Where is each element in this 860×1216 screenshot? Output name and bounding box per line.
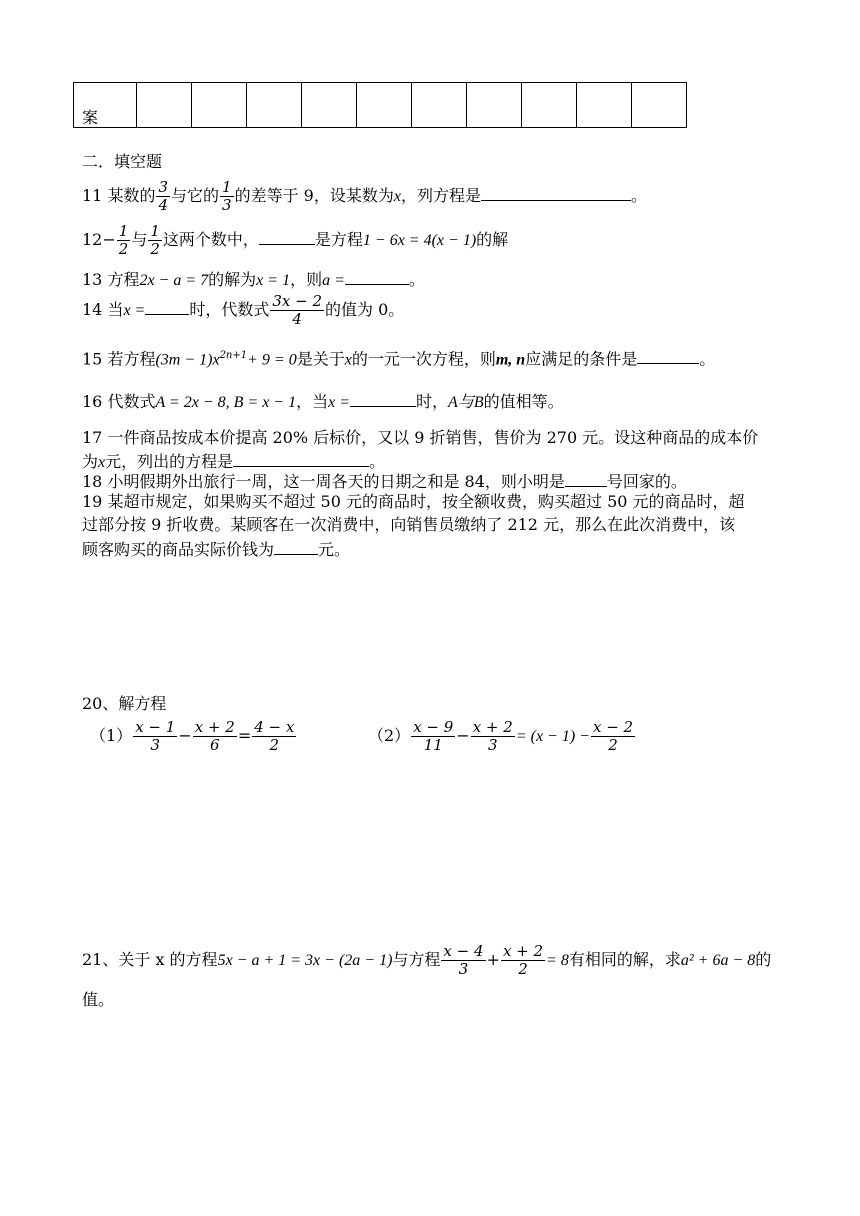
question-21-line2: 值。 — [82, 990, 115, 1009]
answer-cell[interactable] — [412, 83, 467, 128]
fraction: $\frac{1}{2}$ — [150, 222, 160, 258]
fraction: $\frac{1}{2}$ — [118, 222, 129, 258]
answer-cell[interactable] — [632, 83, 687, 128]
question-14: 14 当x = 时，代数式 $\frac{3x - 2}{4}$ 的值为 0。 — [82, 292, 405, 328]
question-20-part1: （1） $\frac{x - 1}{3}$ − $\frac{x + 2}{6}$ = $\frac{4 - x}{2}$ — [90, 718, 295, 754]
answer-blank[interactable] — [274, 538, 318, 555]
answer-cell[interactable] — [192, 83, 247, 128]
fraction: $\frac{3}{4}$ — [158, 178, 168, 214]
fraction: $\frac{x - 9}{11}$ — [413, 718, 454, 754]
answer-blank[interactable] — [259, 228, 315, 245]
question-20-part2: （2） $\frac{x - 9}{11}$ − $\frac{x + 2}{3}$ = (x − 1) − $\frac{x - 2}{2}$ — [368, 718, 634, 754]
fraction: $\frac{4 - x}{2}$ — [254, 718, 295, 754]
question-15: 15 若方程$(3m - 1)x^{2n+1}+ 9 = 0$是关于x的一元一次方程，则m, n应满足的条件是 。 — [82, 349, 716, 369]
question-16: 16 代数式A = 2x − 8, B = x − 1，当x = 时，A与B的值相等。 — [82, 392, 564, 411]
fraction: $\frac{1}{3}$ — [222, 178, 232, 214]
answer-cell[interactable] — [577, 83, 632, 128]
fraction: $\frac{3x - 2}{4}$ — [272, 292, 323, 328]
answer-blank[interactable] — [481, 184, 631, 201]
answer-blank[interactable] — [233, 450, 369, 467]
question-19-line1: 19 某超市规定，如果购买不超过 50 元的商品时，按全额收费，购买超过 50 元的商品时，超 — [82, 492, 745, 511]
answer-blank[interactable] — [345, 268, 409, 285]
section-title: 二．填空题 — [82, 152, 163, 171]
fraction: $\frac{x + 2}{3}$ — [472, 718, 513, 754]
question-21: 21、关于 x 的方程5x − a + 1 = 3x − (2a − 1)与方程 $\frac{x - 4}{3}$ + $\frac{x + 2}{2}$ = 8有相同的解，求a² + 6a − 8的 — [82, 942, 772, 978]
answer-cell[interactable] — [467, 83, 522, 128]
answer-blank[interactable] — [565, 470, 607, 487]
answer-blank[interactable] — [350, 390, 416, 407]
table-row — [74, 83, 687, 128]
answer-blank[interactable] — [145, 298, 189, 315]
question-13: 13 方程2x − a = 7的解为x = 1，则a = 。 — [82, 270, 425, 289]
table-cell-label: 案 — [74, 83, 137, 128]
question-17-line1: 17 一件商品按成本价提高 20% 后标价，又以 9 折销售，售价为 270 元。设这种商品的成本价 — [82, 428, 759, 447]
answer-table — [73, 82, 687, 128]
q11-text: 11 某数的 — [82, 186, 156, 205]
question-11: 11 某数的 $\frac{3}{4}$ 与它的 $\frac{1}{3}$ 的差等于 9，设某数为x，列方程是 。 — [82, 178, 647, 214]
fraction: $\frac{x + 2}{2}$ — [502, 942, 544, 978]
answer-cell[interactable] — [247, 83, 302, 128]
answer-cell[interactable] — [137, 83, 192, 128]
question-20-title: 20、解方程 — [82, 694, 167, 713]
question-19-line3: 顾客购买的商品实际价钱为 元。 — [82, 540, 351, 559]
fraction: $\frac{x - 2}{2}$ — [592, 718, 634, 754]
answer-cell[interactable] — [302, 83, 357, 128]
question-19-line2: 过部分按 9 折收费。某顾客在一次消费中，向销售员缴纳了 212 元，那么在此次消费中，该 — [82, 515, 736, 534]
answer-cell[interactable] — [522, 83, 577, 128]
answer-cell[interactable] — [357, 83, 412, 128]
answer-blank[interactable] — [637, 347, 699, 364]
question-17-line2: 为x元，列出的方程是 。 — [82, 452, 386, 471]
fraction: $\frac{x - 4}{3}$ — [443, 942, 484, 978]
question-12: 12− $\frac{1}{2}$ 与 $\frac{1}{2}$ 这两个数中， 是方程1 − 6x = 4(x − 1)的解 — [82, 222, 509, 258]
fraction: $\frac{x - 1}{3}$ — [135, 718, 176, 754]
question-18: 18 小明假期外出旅行一周，这一周各天的日期之和是 84，则小明是 号回家的。 — [82, 472, 687, 491]
fraction: $\frac{x + 2}{6}$ — [194, 718, 235, 754]
